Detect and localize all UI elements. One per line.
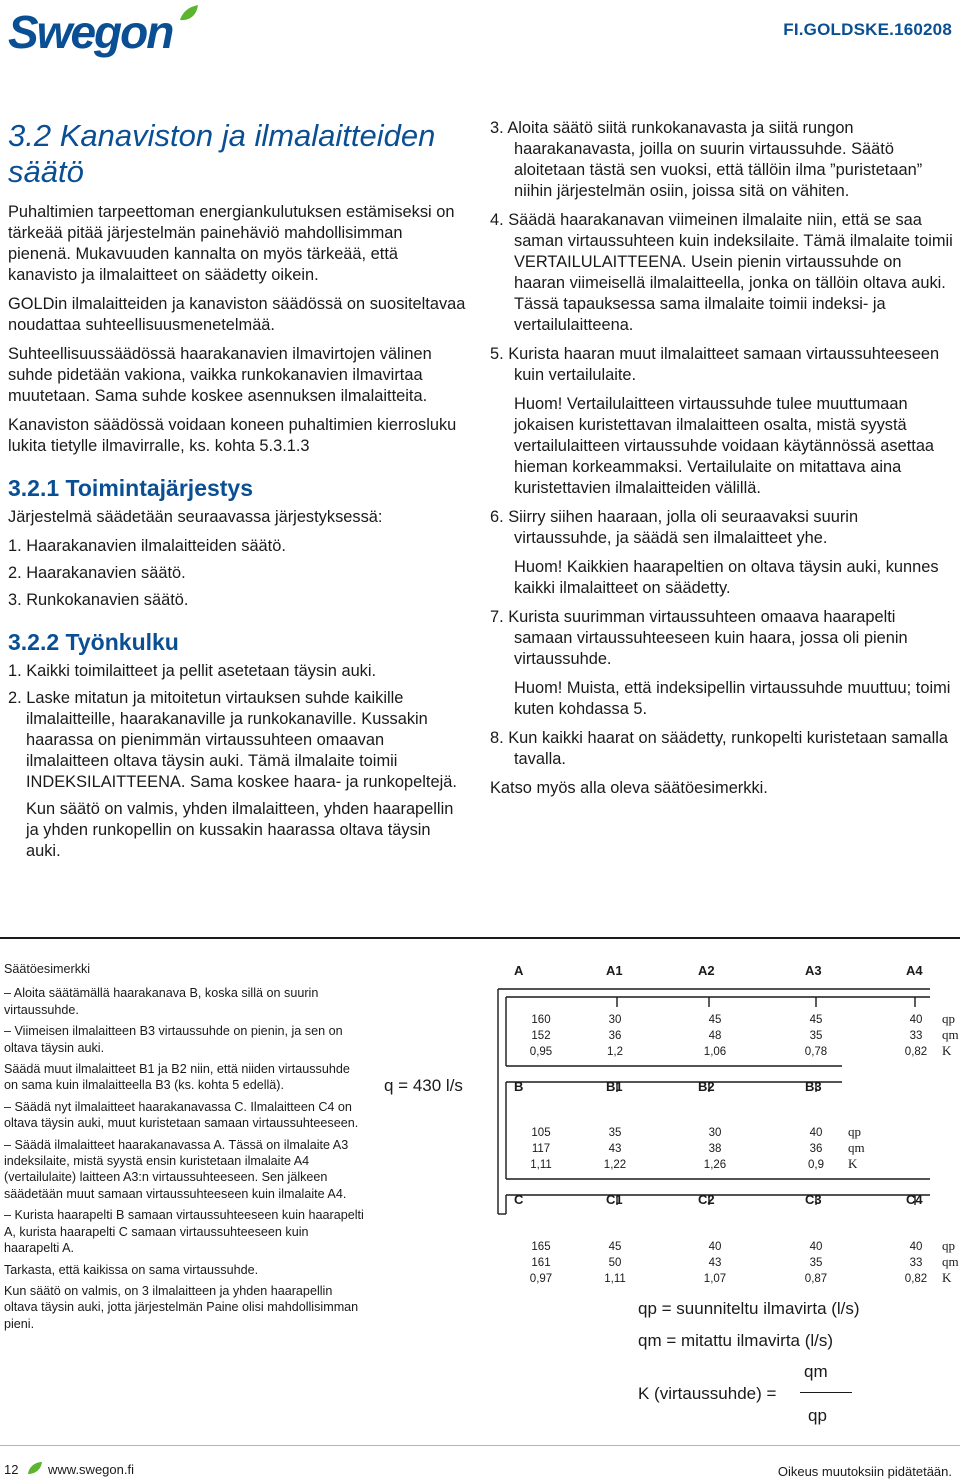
unit-label: B3 [805, 1079, 822, 1094]
value-qp: 45 [608, 1241, 622, 1253]
value-qm: 152 [531, 1030, 551, 1042]
note: Huom! Muista, että indeksipellin virtaussuhde muuttuu; toimi kuten kohdassa 5. [514, 679, 951, 718]
page-number: 12 [4, 1462, 19, 1477]
definitions [638, 1298, 860, 1362]
branch-label: A [514, 963, 524, 978]
document-code: FI.GOLDSKE.160208 [783, 20, 952, 39]
example-heading: Säätöesimerkki [4, 962, 91, 976]
row-label-qp: qp [848, 1124, 861, 1139]
total-flow-label: q = 430 l/s [384, 1076, 463, 1095]
example-step: – Kurista haarapelti B samaan virtaussuhteeseen kuin haarapelti A, kurista haarapelti C samaan virtaussuhteeseen kuin haarapelti A. [4, 1208, 364, 1256]
example-step: Kun säätö on valmis, on 3 ilmalaitteen ja yhden haarapellin oltava täysin auki, jotta järjestelmän Paine olisi mahdollisimman pieni. [4, 1283, 359, 1331]
value-qp: 165 [531, 1241, 551, 1253]
example-step: Säädä muut ilmalaitteet B1 ja B2 niin, että niiden virtaussuhde on sama kuin ilmalaitteella B3 (ks. kohta 5 edellä). [4, 1062, 350, 1093]
value-k: 0,82 [904, 1273, 928, 1285]
main-duct [498, 989, 506, 1214]
value-k: 0,82 [904, 1046, 928, 1058]
value-qp: 40 [708, 1241, 722, 1253]
list-item: 7. Kurista suurimman virtaussuhteen omaava haarapelti samaan virtaussuhteeseen kuin haara, jossa oli pienin virtaussuhde. [490, 608, 908, 668]
note: Huom! Vertailulaitteen virtaussuhde tulee muuttumaan jokaisen kuristettavan ilmalaitteen osalta, mistä syystä vertailulaitteen virtaussuhde voidaan käytännössä asettaa hieman korkeammaksi. Vertailulaite on mitattava aina kuristettavien ilmalaitteiden välillä. [514, 395, 935, 497]
value-qm: 35 [809, 1030, 823, 1042]
value-k: 1,06 [703, 1046, 727, 1058]
logo-leaf-icon [180, 5, 198, 20]
row-label-qm: qm [848, 1140, 865, 1155]
value-qm: 48 [708, 1030, 722, 1042]
subsection-heading: 3.2.2 Työnkulku [8, 629, 179, 655]
list-item: 2. Laske mitatun ja mitoitetun virtauksen suhde kaikille ilmalaitteille, haarakanaville ja runkokanaville. Kussakin haarassa on pienimmän virtaussuhteen omaavan ilmalaitteen oltava täysin auki. Tämä ilmalaite toimii INDEKSILAITTEENA. Sama koskee haara- ja runkopeltejä. [8, 689, 457, 791]
value-qm: 36 [608, 1030, 622, 1042]
website-link[interactable]: www.swegon.fi [48, 1462, 134, 1477]
branch-label: C [514, 1192, 524, 1207]
value-qp: 40 [809, 1127, 823, 1139]
value-qp: 105 [531, 1127, 551, 1139]
definition-qm: qm = mitattu ilmavirta (l/s) [638, 1331, 834, 1350]
value-qm: 43 [608, 1143, 622, 1155]
left-column [8, 118, 468, 868]
value-qm: 43 [708, 1257, 722, 1269]
value-qp: 30 [608, 1014, 622, 1026]
branch-a-duct [498, 989, 930, 997]
example-step: – Säädä nyt ilmalaitteet haarakanavassa C. Ilmalaitteen C4 on oltava täysin auki, muut kuristetaan samaan virtaussuhteeseen. [4, 1099, 359, 1131]
list-item: 3. Runkokanavien säätö. [8, 591, 189, 609]
row-label-k: K [848, 1156, 858, 1171]
rights-notice: Oikeus muutoksiin pidätetään. [777, 1464, 952, 1479]
note: Huom! Kaikkien haarapeltien on oltava täysin auki, kunnes kaikki ilmalaitteet on säädetty. [514, 558, 939, 597]
list-item: 2. Haarakanavien säätö. [8, 564, 186, 582]
formula-label: K (virtaussuhde) = [638, 1384, 777, 1403]
example-step: – Säädä ilmalaitteet haarakanavassa A. Tässä on ilmalaite A3 indeksilaite, mistä syystä ensin kuristetaan ilmalaite A4 (vertailulaite) laitteen A3:n virtaussuhteeseen. Sen jälkeen säädetään muut samaan virtaussuhteeseen kuin ilmalaite A4. [4, 1137, 349, 1201]
row-label-qp: qp [942, 1238, 955, 1253]
paragraph: Kanaviston säädössä voidaan koneen puhaltimien kierrosluku lukita tietylle ilmavirralle, ks. kohta 5.3.1.3 [8, 416, 457, 455]
value-k: 0,78 [804, 1046, 828, 1058]
row-label-k: K [942, 1270, 952, 1285]
list-item-continuation: Kun säätö on valmis, yhden ilmalaitteen, yhden haarapellin ja yhden runkopellin on kussakin haarassa oltava täysin auki. [26, 800, 454, 860]
branch-label: B [514, 1079, 524, 1094]
value-qm: 38 [708, 1143, 722, 1155]
air-terminal-drop [617, 1195, 915, 1205]
row-label-qm: qm [942, 1254, 959, 1269]
unit-label: A1 [606, 963, 623, 978]
value-k: 1,2 [607, 1046, 623, 1058]
value-qp: 45 [708, 1014, 722, 1026]
value-qm: 117 [531, 1143, 551, 1155]
row-label-qp: qp [942, 1011, 955, 1026]
duct-balancing-diagram [470, 955, 960, 1285]
value-qm: 33 [909, 1257, 923, 1269]
paragraph: Suhteellisuussäädössä haarakanavien ilmavirtojen välinen suhde pidetään vakiona, vaikka runkokanavien ilmavirtaa muutetaan. Sama suhde koskee asennuksen ilmalaitteita. [8, 345, 432, 405]
example-step: – Aloita säätämällä haarakanava B, koska sillä on suurin virtaussuhde. [4, 986, 319, 1017]
intro-paragraph: Puhaltimien tarpeettoman energiankulutuksen estämiseksi on tärkeää pitää järjestelmän painehäviö mahdollisimman pienenä. Mukavuuden kannalta on myös tärkeää, että kanavisto ja ilmalaitteet on säädetty oikein. [8, 203, 455, 284]
value-qp: 160 [531, 1014, 551, 1026]
section-title: 3.2 Kanaviston ja ilmalaitteiden säätö [8, 118, 436, 189]
value-qp: 45 [809, 1014, 823, 1026]
value-k: 1,22 [603, 1159, 627, 1171]
right-column [490, 118, 956, 807]
list-item: 5. Kurista haaran muut ilmalaitteet samaan virtaussuhteeseen kuin vertailulaite. [490, 345, 940, 384]
formula-denominator: qp [808, 1406, 827, 1425]
formula-numerator: qm [804, 1362, 828, 1381]
swegon-logo [8, 4, 198, 56]
value-qp: 40 [809, 1241, 823, 1253]
unit-label: C3 [805, 1192, 822, 1207]
value-qm: 161 [531, 1257, 551, 1269]
air-terminal-drop [617, 997, 915, 1007]
footer-divider [0, 1445, 960, 1446]
subsection-heading: 3.2.1 Toimintajärjestys [8, 475, 254, 501]
list-item: 8. Kun kaikki haarat on säädetty, runkopelti kuristetaan samalla tavalla. [490, 729, 948, 768]
value-k: 0,87 [804, 1273, 828, 1285]
unit-label: A4 [906, 963, 923, 978]
list-item: 4. Säädä haarakanavan viimeinen ilmalaite niin, että se saa saman virtaussuhteen kuin indeksilaite. Tämä ilmalaite toimii VERTAILULAITTEENA. Usein pienin virtaussuhde on haaran viimeisellä ilmalaitteella, jonka on tällöin oltava auki. Tässä tapauksessa sama ilmalaite toimii indeksi- ja vertailulaitteena. [490, 211, 953, 334]
unit-label: C2 [698, 1192, 715, 1207]
section-divider [0, 937, 960, 939]
value-k: 0,9 [808, 1159, 824, 1171]
value-qp: 30 [708, 1127, 722, 1139]
list-item: 1. Haarakanavien ilmalaitteiden säätö. [8, 537, 286, 555]
unit-label: B1 [606, 1079, 623, 1094]
row-label-k: K [942, 1043, 952, 1058]
example-description [4, 961, 366, 1337]
value-qm: 50 [608, 1257, 622, 1269]
value-qp: 40 [909, 1241, 923, 1253]
air-terminal-drop [617, 1082, 816, 1092]
fraction-bar [800, 1392, 852, 1393]
row-label-qm: qm [942, 1027, 959, 1042]
paragraph: GOLDin ilmalaitteiden ja kanaviston säädössä on suositeltavaa noudattaa suhteellisuusmenetelmää. [8, 295, 466, 334]
list-item: 6. Siirry siihen haaraan, jolla oli seuraavaksi suurin virtaussuhde, ja säädä sen ilmalaitteet yhe. [490, 508, 859, 547]
example-step: Tarkasta, että kaikissa on sama virtaussuhde. [4, 1262, 259, 1277]
list-item: 1. Kaikki toimilaitteet ja pellit asetetaan täysin auki. [8, 662, 377, 680]
value-k: 1,07 [703, 1273, 727, 1285]
value-k: 1,11 [530, 1159, 552, 1171]
unit-label: C1 [606, 1192, 623, 1207]
leaf-icon [27, 1461, 43, 1475]
branch-c-duct [506, 1179, 930, 1195]
value-qp: 40 [909, 1014, 923, 1026]
example-step: – Viimeisen ilmalaitteen B3 virtaussuhde on pienin, ja sen on oltava täysin auki. [4, 1024, 343, 1055]
k-formula [638, 1362, 938, 1432]
value-k: 0,97 [529, 1273, 553, 1285]
unit-label: C4 [906, 1192, 923, 1207]
list-item: 3. Aloita säätö siitä runkokanavasta ja siitä rungon haarakanavasta, joilla on suurin virtaussuhde. Säätö aloitetaan tästä sen vuoksi, että tällöin ilma ”puristetaan” niihin järjestelmän osiin, joissa sitä on vähiten. [490, 119, 923, 200]
unit-label: A3 [805, 963, 822, 978]
unit-label: B2 [698, 1079, 715, 1094]
logo-wordmark: Swegon [8, 6, 173, 58]
value-k: 1,11 [604, 1273, 626, 1285]
branch-b-duct [506, 1066, 842, 1082]
value-qm: 35 [809, 1257, 823, 1269]
value-qm: 36 [809, 1143, 823, 1155]
value-k: 0,95 [529, 1046, 553, 1058]
subsection-lead: Järjestelmä säädetään seuraavassa järjestyksessä: [8, 508, 383, 526]
unit-label: A2 [698, 963, 715, 978]
value-qp: 35 [608, 1127, 622, 1139]
definition-qp: qp = suunniteltu ilmavirta (l/s) [638, 1299, 860, 1318]
value-k: 1,26 [703, 1159, 727, 1171]
value-qm: 33 [909, 1030, 923, 1042]
closing-paragraph: Katso myös alla oleva säätöesimerkki. [490, 779, 768, 797]
